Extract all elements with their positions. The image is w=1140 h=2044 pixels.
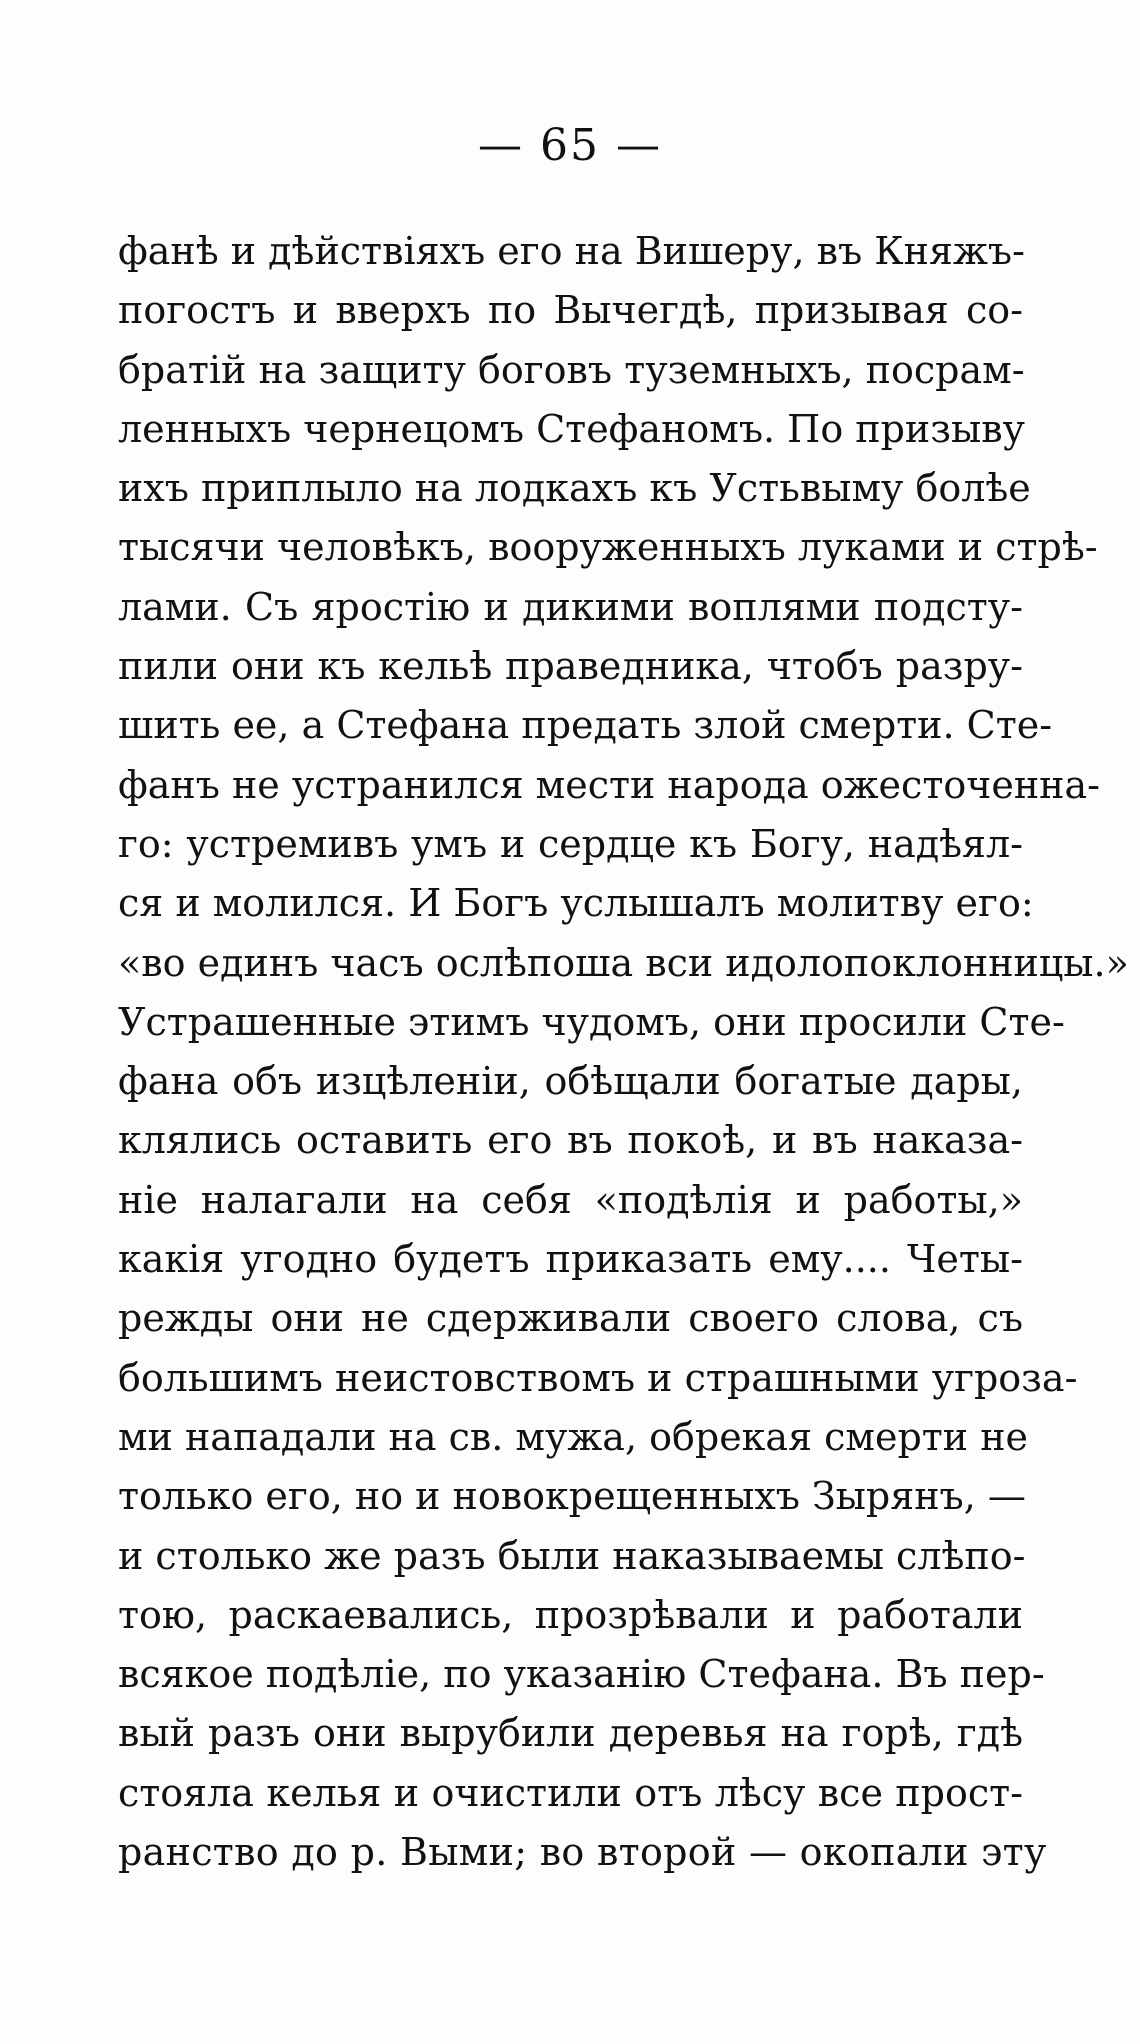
text-line: режды они не сдерживали своего слова, съ [118,1296,1023,1341]
text-line: Устрашенные этимъ чудомъ, они просили Сте- [118,999,1065,1044]
text-line: ранство до р. Выми; во второй — окопали эту [118,1830,1047,1875]
text-line: ся и молился. И Богъ услышалъ молитву его: [118,881,1034,926]
text-line: стояла келья и очистили отъ лѣсу все прост- [118,1770,1023,1815]
text-line: клялись оставить его въ покоѣ, и въ наказа- [118,1118,1023,1163]
text-line: ми нападали на св. мужа, обрекая смерти не [118,1414,1029,1459]
text-line: и столько же разъ были наказываемы слѣпо- [118,1533,1026,1578]
text-line: большимъ неистовствомъ и страшными угроза- [118,1355,1078,1400]
text-line: лами. Съ яростію и дикими воплями подсту- [118,584,1023,629]
text-line: го: устремивъ умъ и сердце къ Богу, надѣял- [118,821,1023,866]
text-line: ленныхъ чернецомъ Стефаномъ. По призыву [118,406,1025,451]
text-line: ихъ приплыло на лодкахъ къ Устьвыму болѣе [118,466,1031,511]
text-line: фана объ изцѣленіи, обѣщали богатые дары, [118,1059,1023,1104]
text-line: погостъ и вверхъ по Вычегдѣ, призывая со- [118,288,1023,333]
body-text [118,222,1129,1882]
text-line: тою, раскаевались, прозрѣвали и работали [118,1592,1023,1637]
text-line: какія угодно будетъ приказать ему.... Четы- [118,1237,1023,1282]
text-line: «во единъ часъ ослѣпоша вси идолопоклонницы.» [118,940,1129,985]
text-line: шить ее, а Стефана предать злой смерти. Сте- [118,703,1053,748]
text-line: пили они къ кельѣ праведника, чтобъ разру- [118,644,1023,689]
text-line: братій на защиту боговъ туземныхъ, посрам- [118,347,1025,392]
page-number: — 65 — [478,120,662,171]
text-line: фанъ не устранился мести народа ожесточенна- [118,762,1100,807]
text-line: только его, но и новокрещенныхъ Зырянъ, — [118,1474,1026,1519]
text-line: вый разъ они вырубили деревья на горѣ, гдѣ [118,1711,1023,1756]
text-line: всякое подѣліе, по указанію Стефана. Въ пер- [118,1652,1045,1697]
text-line: тысячи человѣкъ, вооруженныхъ луками и стрѣ- [118,525,1098,570]
text-line: фанѣ и дѣйствіяхъ его на Вишеру, въ Княжъ- [118,229,1025,273]
text-line: ніе налагали на себя «подѣлія и работы,» [118,1177,1023,1222]
